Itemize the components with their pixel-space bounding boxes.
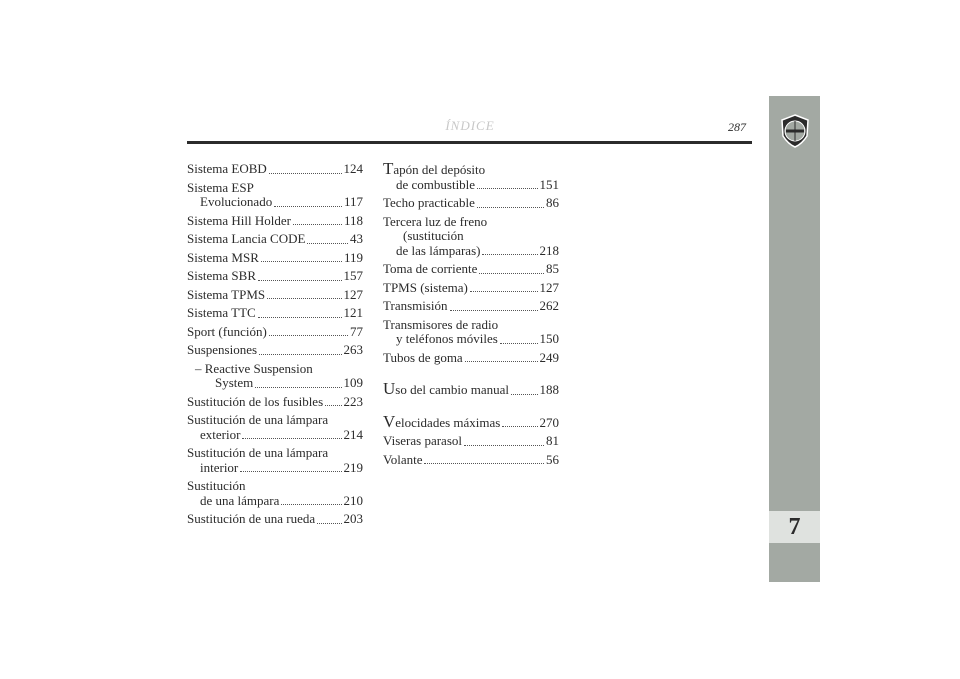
leader-dots (274, 206, 342, 207)
entry-page: 151 (539, 176, 559, 192)
leader-dots (450, 310, 538, 311)
index-entry[interactable] (383, 379, 559, 398)
entry-label: Sistema Hill Holder (187, 212, 291, 228)
entry-label-continued: de las lámparas) (396, 242, 481, 258)
leader-dots (317, 523, 341, 524)
index-entry[interactable] (187, 479, 363, 508)
index-entry[interactable] (187, 251, 363, 266)
entry-page: 121 (343, 305, 363, 320)
entry-page: 249 (539, 349, 559, 365)
entry-label: Sistema TPMS (187, 286, 266, 302)
index-subentry[interactable] (187, 362, 363, 391)
leader-dots (482, 254, 537, 255)
leader-dots (477, 188, 537, 189)
index-entry[interactable] (187, 343, 363, 358)
entry-label: so del cambio manual (395, 382, 509, 397)
entry-label-continued: System (215, 375, 254, 390)
entry-label: Sistema TTC (187, 305, 256, 320)
entry-label-continued: interior (200, 459, 239, 475)
leader-dots (258, 317, 342, 318)
entry-page: 210 (343, 492, 363, 508)
leader-dots (502, 426, 537, 427)
entry-label: apón del depósito (393, 162, 486, 177)
entry-page: 117 (343, 194, 363, 209)
index-entry[interactable] (187, 232, 363, 247)
side-tab (769, 96, 820, 582)
entry-page: 188 (539, 382, 559, 397)
index-entry[interactable] (187, 181, 363, 210)
leader-dots (261, 261, 342, 262)
entry-label: Transmisión (383, 298, 448, 313)
lancia-logo-icon (780, 114, 810, 148)
index-entry[interactable] (187, 288, 363, 303)
index-entry[interactable] (383, 281, 559, 296)
leader-dots (464, 445, 544, 446)
leader-dots (269, 335, 348, 336)
entry-page: 203 (343, 511, 363, 526)
entry-page: 270 (539, 414, 559, 430)
entry-page: 223 (343, 393, 363, 409)
index-entry[interactable] (383, 196, 559, 211)
entry-label: Sistema EOBD (187, 161, 267, 176)
index-entry[interactable] (383, 215, 559, 259)
leader-dots (293, 224, 342, 225)
entry-label: TPMS (sistema) (383, 279, 468, 295)
entry-page: 77 (350, 323, 363, 339)
entry-label-continued: exterior (200, 426, 241, 442)
leader-dots (477, 207, 544, 208)
entry-page: 119 (343, 249, 363, 265)
index-entry[interactable] (383, 262, 559, 277)
section-initial: U (383, 379, 396, 398)
entry-page: 263 (343, 342, 363, 357)
entry-label: Sustitución de una lámpara (187, 412, 329, 427)
entry-page: 157 (343, 268, 363, 283)
leader-dots (424, 463, 544, 464)
index-entry[interactable] (187, 395, 363, 410)
entry-page: 109 (343, 375, 363, 390)
index-column-right (383, 159, 559, 471)
entry-page: 124 (343, 161, 363, 176)
entry-label: Transmisores de radio (383, 316, 499, 332)
entry-label-continued: de combustible (396, 176, 476, 192)
index-entry[interactable] (187, 162, 363, 177)
entry-label: Sport (función) (187, 323, 267, 339)
index-entry[interactable] (187, 269, 363, 284)
leader-dots (307, 243, 348, 244)
index-entry[interactable] (383, 159, 559, 192)
leader-dots (465, 361, 538, 362)
leader-dots (479, 273, 544, 274)
entry-label: Suspensiones (187, 342, 258, 357)
header-rule (187, 141, 752, 144)
index-column-left (187, 162, 363, 531)
entry-label: Sistema SBR (187, 268, 256, 283)
leader-dots (258, 280, 342, 281)
entry-label: Sustitución de los fusibles (187, 393, 324, 409)
entry-page: 118 (343, 212, 363, 228)
entry-page: 85 (546, 261, 559, 276)
leader-dots (511, 394, 538, 395)
index-entry[interactable] (383, 351, 559, 366)
entry-label-continued: (sustitución (403, 228, 464, 243)
index-entry[interactable] (383, 318, 559, 347)
entry-label: Viseras parasol (383, 433, 462, 448)
page-number: 287 (728, 120, 746, 134)
index-entry[interactable] (187, 325, 363, 340)
entry-page: 81 (546, 433, 559, 448)
index-entry[interactable] (383, 434, 559, 449)
entry-page: 150 (539, 331, 559, 346)
leader-dots (269, 173, 342, 174)
entry-page: 86 (546, 195, 559, 210)
entry-page: 127 (539, 279, 559, 295)
entry-label: Techo practicable (383, 195, 475, 210)
header-title: ÍNDICE (445, 118, 495, 133)
entry-label: Sustitución de una rueda (187, 511, 316, 526)
leader-dots (267, 298, 341, 299)
entry-label-continued: Evolucionado (200, 194, 273, 209)
index-entry[interactable] (187, 512, 363, 527)
leader-dots (259, 354, 341, 355)
section-initial: T (383, 159, 394, 178)
leader-dots (500, 343, 538, 344)
section-initial: V (383, 411, 396, 431)
entry-page: 218 (539, 242, 559, 258)
entry-label: Toma de corriente (383, 261, 478, 276)
leader-dots (325, 405, 341, 406)
entry-page: 127 (343, 286, 363, 302)
entry-label: Tubos de goma (383, 349, 463, 365)
entry-label: – Reactive Suspension (195, 360, 313, 376)
index-entry[interactable] (383, 453, 559, 468)
entry-page: 214 (343, 426, 363, 442)
index-entry[interactable] (383, 299, 559, 314)
leader-dots (470, 291, 538, 292)
index-entry[interactable] (187, 413, 363, 442)
index-entry[interactable] (187, 446, 363, 475)
leader-dots (255, 387, 341, 388)
entry-page: 43 (350, 231, 363, 246)
leader-dots (242, 438, 341, 439)
entry-label: Tercera luz de freno (383, 213, 488, 229)
entry-page: 262 (539, 298, 559, 313)
entry-label: Sistema Lancia CODE (187, 231, 306, 246)
entry-label: Sistema MSR (187, 249, 259, 265)
entry-label-continued: de una lámpara (200, 492, 280, 508)
entry-page: 56 (546, 451, 559, 467)
entry-label: elocidades máximas (395, 414, 501, 430)
entry-label: Sistema ESP (187, 179, 254, 195)
entry-label: Sustitución de una lámpara (187, 445, 329, 460)
index-entry[interactable] (187, 306, 363, 321)
entry-label-continued: y teléfonos móviles (396, 331, 498, 346)
leader-dots (281, 504, 341, 505)
entry-label: Volante (383, 451, 423, 467)
index-entry[interactable] (383, 411, 559, 431)
entry-page: 219 (343, 459, 363, 475)
chapter-number: 7 (769, 511, 820, 543)
leader-dots (240, 471, 341, 472)
index-entry[interactable] (187, 214, 363, 229)
entry-label: Sustitución (187, 478, 246, 493)
